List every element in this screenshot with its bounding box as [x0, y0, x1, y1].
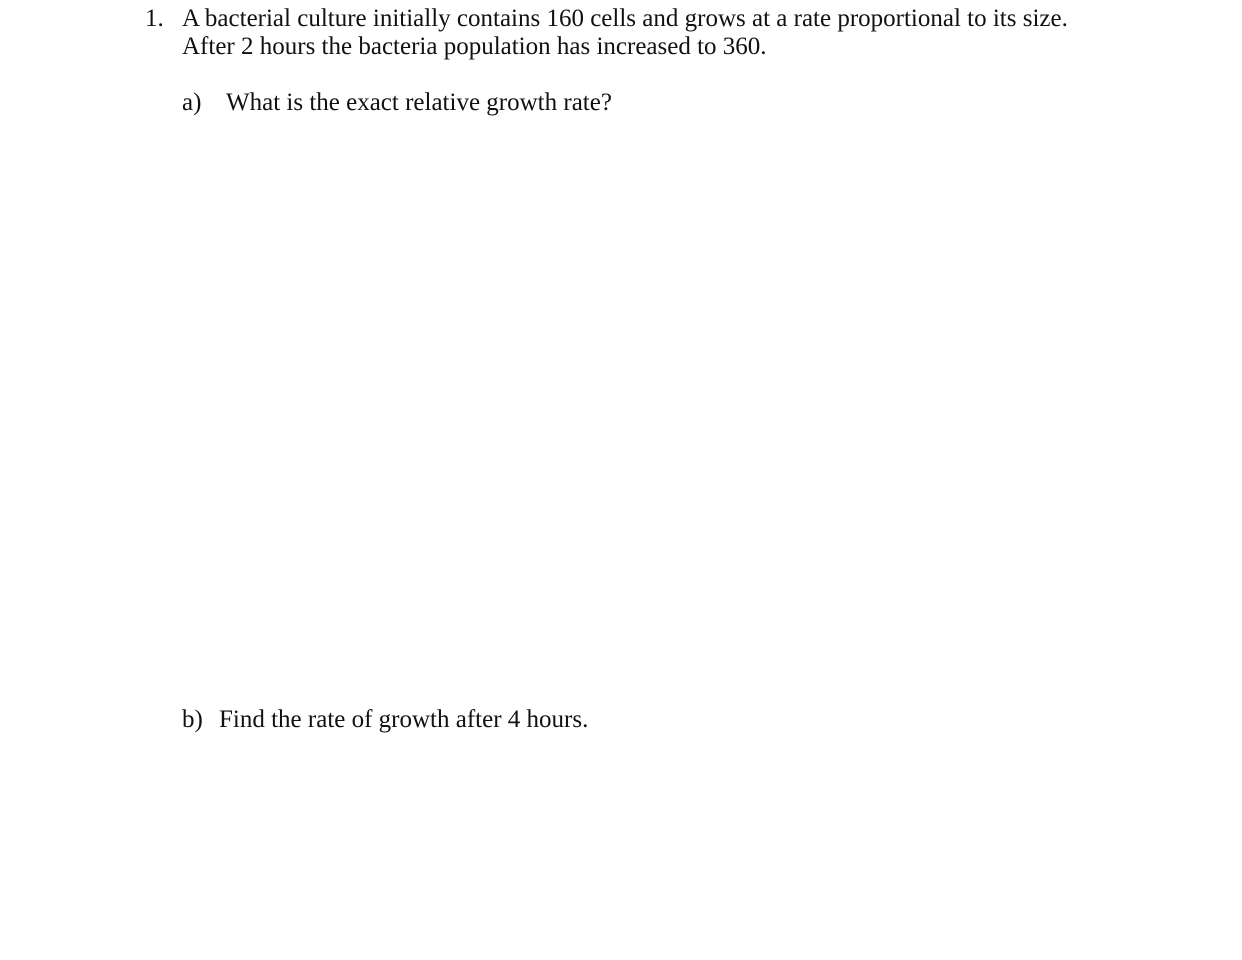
part-a-question: What is the exact relative growth rate?	[226, 89, 612, 116]
part-a-label: a)	[182, 89, 202, 116]
part-b-label: b)	[182, 706, 203, 733]
part-b-question: Find the rate of growth after 4 hours.	[219, 706, 589, 733]
question-text-line-1: A bacterial culture initially contains 160 cells and grows at a rate proportional to its size.	[182, 5, 1068, 32]
question-text-line-2: After 2 hours the bacteria population has increased to 360.	[182, 33, 767, 60]
question-number: 1.	[145, 5, 164, 32]
